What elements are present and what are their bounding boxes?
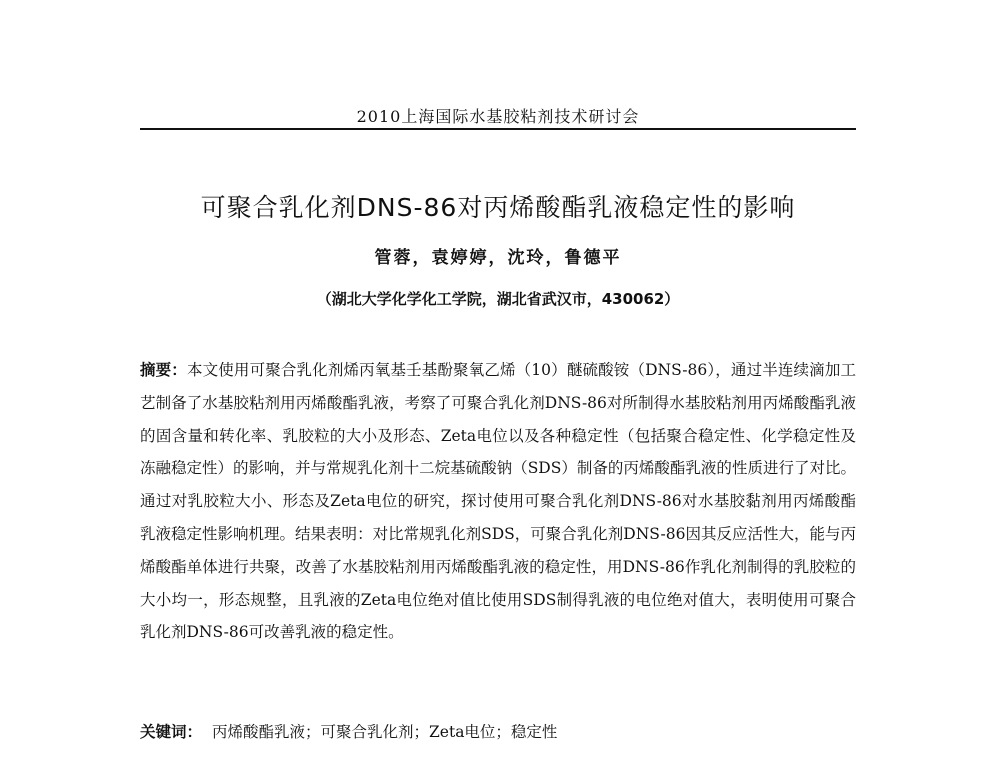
keywords-label: 关键词： <box>140 723 203 741</box>
affiliation: （湖北大学化学化工学院，湖北省武汉市，430062） <box>316 290 680 308</box>
author-list: 管蓉，袁婷婷，沈玲，鲁德平 <box>374 248 622 268</box>
keywords-text: 丙烯酸酯乳液；可聚合乳化剂；Zeta电位；稳定性 <box>212 723 558 741</box>
header-rule <box>140 128 856 130</box>
keywords <box>140 718 856 746</box>
running-head: 2010上海国际水基胶粘剂技术研讨会 <box>356 107 640 126</box>
abstract-text: 本文使用可聚合乳化剂烯丙氧基壬基酚聚氧乙烯（10）醚硫酸铵（DNS-86），通过半连续滴加工艺制备了水基胶粘剂用丙烯酸酯乳液，考察了可聚合乳化剂DNS-86对所制得水基胶粘剂用丙烯酸酯乳液的固含量和转化率、乳胶粒的大小及形态、Zeta电位以及各种稳定性（包括聚合稳定性、化学稳定性及冻融稳定性）的影响，并与常规乳化剂十二烷基硫酸钠（SDS）制备的丙烯酸酯乳液的性质进行了对比。通过对乳胶粒大小、形态及Zeta电位的研究，探讨使用可聚合乳化剂DNS-86对水基胶黏剂用丙烯酸酯乳液稳定性影响机理。结果表明：对比常规乳化剂SDS，可聚合乳化剂DNS-86因其反应活性大，能与丙烯酸酯单体进行共聚，改善了水基胶粘剂用丙烯酸酯乳液的稳定性，用DNS-86作乳化剂制得的乳胶粒的大小均一，形态规整，且乳液的Zeta电位绝对值比使用SDS制得乳液的电位绝对值大，表明使用可聚合乳化剂DNS-86可改善乳液的稳定性。 <box>140 361 856 642</box>
abstract-label: 摘要： <box>140 361 187 379</box>
abstract <box>140 354 856 649</box>
paper-title: 可聚合乳化剂DNS-86对丙烯酸酯乳液稳定性的影响 <box>200 193 796 222</box>
